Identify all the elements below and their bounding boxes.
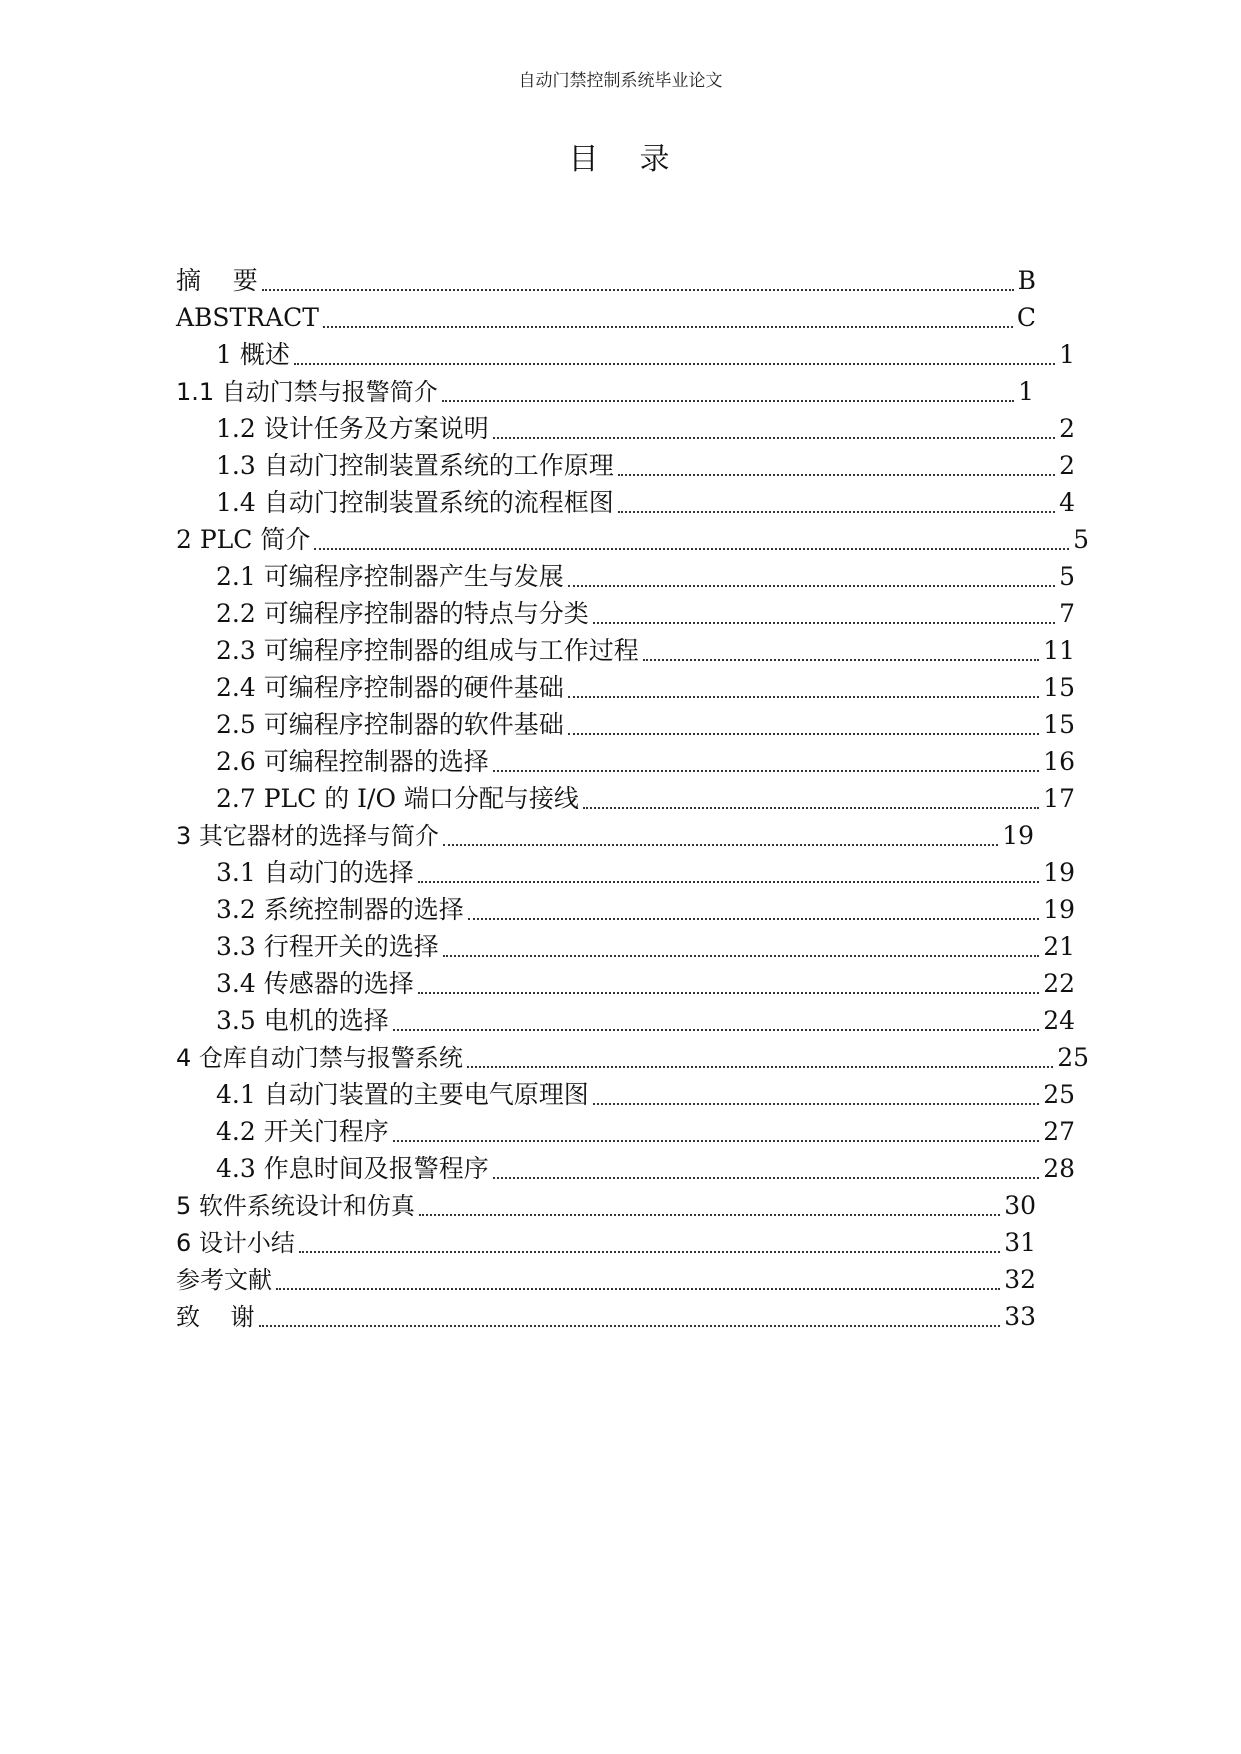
toc-entry-label: 3.2 系统控制器的选择	[216, 895, 464, 924]
toc-leader	[493, 752, 1039, 772]
toc-leader	[442, 382, 1014, 402]
toc-entry-label: 致 谢	[176, 1303, 255, 1331]
toc-entry-acknowledgements[interactable]	[176, 1298, 1036, 1332]
toc-entry-page: 11	[1043, 636, 1075, 665]
toc-entry-label: 5 软件系统设计和仿真	[176, 1192, 415, 1220]
toc-entry-2-4[interactable]	[216, 669, 1075, 703]
toc-entry-4[interactable]	[176, 1039, 1089, 1073]
toc-entry-1-1[interactable]	[176, 373, 1034, 407]
toc-leader	[418, 863, 1039, 883]
toc-entry-2-2[interactable]	[216, 595, 1075, 629]
toc-entry-label: 1.3 自动门控制装置系统的工作原理	[216, 451, 614, 480]
toc-entry-label: 2.5 可编程序控制器的软件基础	[216, 710, 564, 739]
toc-entry-page: 19	[1002, 821, 1034, 850]
toc-entry-page: 21	[1043, 932, 1075, 961]
page-title-left: 目	[568, 142, 602, 177]
toc-entry-1-3[interactable]	[216, 447, 1075, 481]
toc-entry-label: 参考文献	[176, 1266, 272, 1294]
toc-entry-label: 3.3 行程开关的选择	[216, 932, 439, 961]
toc-leader	[568, 715, 1039, 735]
toc-leader	[443, 826, 998, 846]
toc-entry-page: 2	[1059, 414, 1075, 443]
toc-entry-label: 6 设计小结	[176, 1229, 295, 1257]
toc-entry-page: 25	[1043, 1080, 1075, 1109]
toc-entry-3[interactable]	[176, 817, 1034, 851]
toc-entry-page: 31	[1004, 1228, 1036, 1257]
toc-entry-page: 30	[1004, 1191, 1036, 1220]
toc-entry-label: 3.4 传感器的选择	[216, 969, 414, 998]
toc-entry-4-2[interactable]	[216, 1113, 1075, 1147]
toc-entry-label: 3 其它器材的选择与简介	[176, 822, 439, 850]
toc-entry-page: 15	[1043, 710, 1075, 739]
toc-leader	[259, 1307, 1001, 1327]
toc-entry-page: 19	[1043, 895, 1075, 924]
toc-entry-3-3[interactable]	[216, 928, 1075, 962]
toc-leader	[643, 641, 1039, 661]
toc-leader	[618, 456, 1055, 476]
toc-entry-label: ABSTRACT	[176, 303, 319, 332]
toc-leader	[418, 974, 1039, 994]
toc-leader	[299, 1233, 1000, 1253]
toc-entry-page: 5	[1059, 562, 1075, 591]
toc-entry-label: 2.3 可编程序控制器的组成与工作过程	[216, 636, 639, 665]
toc-entry-label: 2.1 可编程序控制器产生与发展	[216, 562, 564, 591]
running-header: 自动门禁控制系统毕业论文	[518, 71, 723, 91]
toc-entry-4-3[interactable]	[216, 1150, 1075, 1184]
toc-entry-label: 4 仓库自动门禁与报警系统	[176, 1044, 463, 1072]
toc-leader	[618, 493, 1055, 513]
toc-entry-4-1[interactable]	[216, 1076, 1075, 1110]
toc-leader	[393, 1011, 1039, 1031]
toc-leader	[443, 937, 1039, 957]
toc-entry-page: 4	[1059, 488, 1075, 517]
toc-leader	[568, 567, 1055, 587]
toc-entry-label: 2 PLC 简介	[176, 525, 311, 554]
toc-entry-3-4[interactable]	[216, 965, 1075, 999]
toc-entry-page: 7	[1059, 599, 1075, 628]
toc-entry-label: 1 概述	[216, 340, 290, 369]
toc-leader	[468, 900, 1039, 920]
toc-entry-2-5[interactable]	[216, 706, 1075, 740]
toc-entry-2[interactable]	[176, 521, 1089, 555]
toc-entry-1[interactable]	[216, 336, 1075, 370]
toc-entry-2-6[interactable]	[216, 743, 1075, 777]
toc-entry-1-4[interactable]	[216, 484, 1075, 518]
toc-leader	[593, 604, 1055, 624]
toc-leader	[294, 345, 1055, 365]
toc-entry-page: 22	[1043, 969, 1075, 998]
toc-entry-page: 15	[1043, 673, 1075, 702]
toc-entry-page: 32	[1004, 1265, 1036, 1294]
toc-entry-page: 28	[1043, 1154, 1075, 1183]
toc-entry-page: 17	[1043, 784, 1075, 813]
toc-entry-3-2[interactable]	[216, 891, 1075, 925]
toc-entry-references[interactable]	[176, 1261, 1036, 1295]
toc-leader	[583, 789, 1039, 809]
toc-entry-6[interactable]	[176, 1224, 1036, 1258]
toc-entry-page: C	[1016, 303, 1036, 332]
toc-entry-5[interactable]	[176, 1187, 1036, 1221]
toc-entry-2-7[interactable]	[216, 780, 1075, 814]
toc-entry-abstract-cn[interactable]	[176, 262, 1036, 296]
toc-leader	[493, 419, 1055, 439]
toc-leader	[314, 530, 1069, 550]
toc-leader	[493, 1159, 1039, 1179]
page-title	[0, 140, 1241, 180]
toc-entry-label: 3.1 自动门的选择	[216, 858, 414, 887]
toc-entry-abstract-en[interactable]	[176, 299, 1036, 333]
toc-entry-page: 1	[1059, 340, 1075, 369]
toc-entry-1-2[interactable]	[216, 410, 1075, 444]
toc-entry-label: 2.4 可编程序控制器的硬件基础	[216, 673, 564, 702]
toc-leader	[467, 1048, 1053, 1068]
toc-entry-label: 1.4 自动门控制装置系统的流程框图	[216, 488, 614, 517]
toc-leader	[262, 271, 1014, 291]
toc-entry-label: 2.2 可编程序控制器的特点与分类	[216, 599, 589, 628]
toc-leader	[393, 1122, 1039, 1142]
page-title-right: 录	[639, 142, 673, 177]
toc-entry-label: 1.2 设计任务及方案说明	[216, 414, 489, 443]
toc-entry-page: 24	[1043, 1006, 1075, 1035]
toc-leader	[323, 308, 1013, 328]
toc-entry-3-1[interactable]	[216, 854, 1075, 888]
toc-entry-page: 19	[1043, 858, 1075, 887]
toc-entry-page: 2	[1059, 451, 1075, 480]
toc-entry-label: 1.1 自动门禁与报警简介	[176, 378, 438, 406]
toc-entry-3-5[interactable]	[216, 1002, 1075, 1036]
toc-entry-page: 33	[1004, 1302, 1036, 1331]
toc-leader	[419, 1196, 1000, 1216]
toc-leader	[568, 678, 1039, 698]
toc-entry-label: 3.5 电机的选择	[216, 1006, 389, 1035]
toc-leader	[276, 1270, 1000, 1290]
toc-entry-page: 25	[1057, 1043, 1089, 1072]
toc-entry-page: 16	[1043, 747, 1075, 776]
toc-entry-label: 4.1 自动门装置的主要电气原理图	[216, 1080, 589, 1109]
toc-entry-2-1[interactable]	[216, 558, 1075, 592]
toc-entry-page: 27	[1043, 1117, 1075, 1146]
toc-entry-page: 1	[1018, 377, 1034, 406]
toc-entry-label: 4.3 作息时间及报警程序	[216, 1154, 489, 1183]
toc-entry-label: 2.7 PLC 的 I/O 端口分配与接线	[216, 784, 579, 813]
toc-leader	[593, 1085, 1039, 1105]
toc-entry-label: 2.6 可编程控制器的选择	[216, 747, 489, 776]
toc-entry-2-3[interactable]	[216, 632, 1075, 666]
toc-entry-label: 摘 要	[176, 266, 258, 295]
toc-entry-page: 5	[1073, 525, 1089, 554]
toc-entry-page: B	[1017, 266, 1036, 295]
toc-entry-label: 4.2 开关门程序	[216, 1117, 389, 1146]
